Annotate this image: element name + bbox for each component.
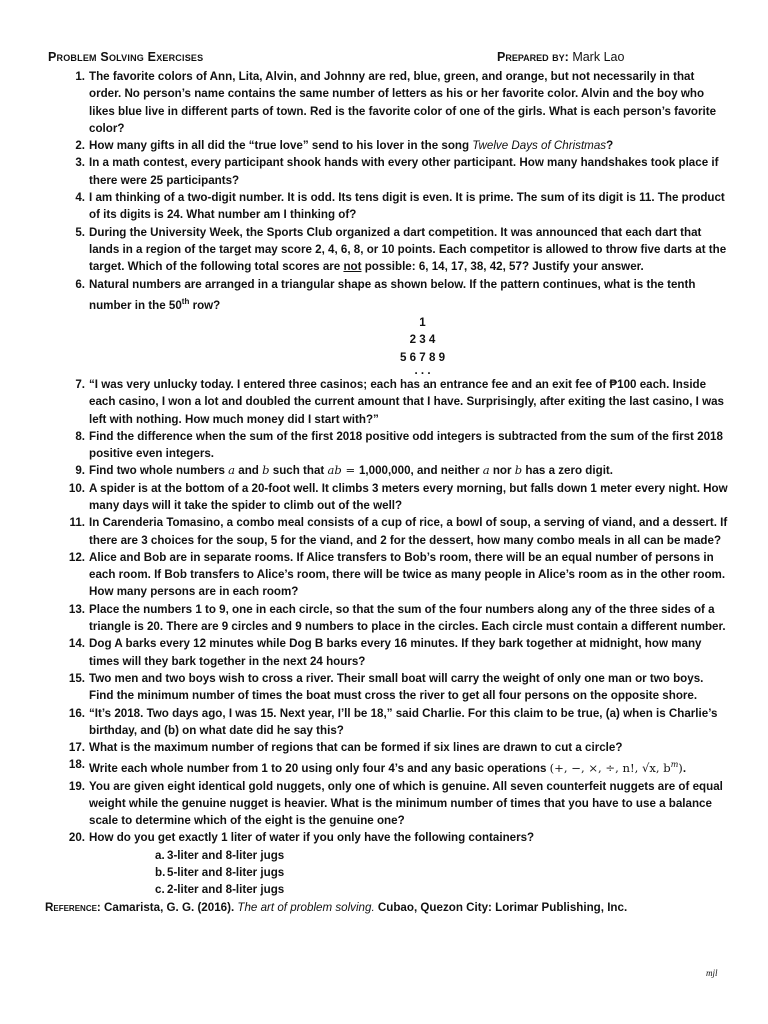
problem-number: 5.: [75, 225, 85, 239]
exponent-m: m: [670, 760, 679, 770]
container-options: [89, 847, 728, 899]
problem-item: [48, 756, 728, 777]
problem-number: 17.: [68, 741, 85, 755]
emphasis-not: not: [343, 260, 362, 274]
problem-item: [48, 68, 728, 137]
problem-number: 11.: [69, 516, 85, 530]
problem-item: [48, 829, 728, 898]
problem-number: 12.: [68, 550, 85, 564]
problem-item: [48, 549, 728, 601]
problem-item: [48, 276, 728, 314]
problem-item: [48, 601, 728, 636]
option-text: 5-liter and 8-liter jugs: [167, 866, 285, 880]
problem-item: [48, 376, 728, 428]
problem-item: [48, 189, 728, 224]
author-name: Mark Lao: [572, 50, 625, 64]
triangle-row: 5 6 7 8 9: [399, 350, 446, 364]
problem-item: [48, 705, 728, 740]
problem-list: [48, 68, 728, 314]
option-text: 2-liter and 8-liter jugs: [167, 883, 285, 897]
option-letter: a.: [155, 848, 165, 862]
problem-number: 8.: [75, 429, 85, 443]
problem-text-end: .: [682, 762, 687, 776]
variable-a: a: [482, 463, 490, 478]
problem-text: and: [235, 464, 263, 478]
equation-equals: =: [341, 463, 359, 478]
problem-number: 10.: [68, 481, 85, 495]
footer-initials: mjl: [706, 968, 718, 978]
operations-close: ): [678, 761, 683, 776]
problem-text: The favorite colors of Ann, Lita, Alvin, and Johnny are red, blue, green, and orange, but not necessarily in that order. No person’s name contains the same number of letters as his or her favorite color. Alvin and the boy who likes blue live in different parts of town. Red is the favorite color of one of the girls. What is each person’s favorite color?: [89, 70, 717, 135]
problem-item: [48, 514, 728, 549]
reference-publisher: Cubao, Quezon City: Lorimar Publishing, Inc.: [374, 900, 628, 914]
reference-label: Reference:: [45, 900, 101, 914]
problem-number: 4.: [75, 191, 85, 205]
problem-number: 18.: [68, 758, 85, 772]
problem-item: [48, 635, 728, 670]
problem-number: 6.: [75, 277, 85, 291]
problem-item: [48, 154, 728, 189]
problem-text: such that: [269, 464, 328, 478]
triangle-row: 1: [419, 316, 426, 330]
equation-rhs: 1,000,000: [358, 464, 411, 478]
triangle-row: 2 3 4: [409, 333, 436, 347]
problem-number: 16.: [68, 706, 85, 720]
option-text: 3-liter and 8-liter jugs: [167, 848, 285, 862]
problem-text: Alice and Bob are in separate rooms. If Alice transfers to Bob’s room, there will be an equal number of persons in each room. If Bob transfers to Alice’s room, there will be twice as many people in Alice’s room as in the other room. How many persons are in each room?: [89, 550, 726, 599]
problem-text: I am thinking of a two-digit number. It is odd. Its tens digit is even. It is prime. The sum of its digit is 11. The product of its digits is 24. What number am I thinking of?: [89, 191, 725, 222]
problem-item: [48, 778, 728, 830]
problem-item: [48, 428, 728, 463]
equation-lhs: ab: [327, 463, 342, 478]
problem-text: “I was very unlucky today. I entered three casinos; each has an entrance fee and an exit fee of ₱100 each. Inside each casino, I won a lot and doubled the current amount that I have. Surprisingly, after exiting the last casino, I was left with nothing. How much money did I start with?”: [89, 377, 724, 426]
problem-number: 3.: [75, 156, 85, 170]
problem-number: 7.: [75, 377, 85, 391]
problem-text: Two men and two boys wish to cross a river. Their small boat will carry the weight of only one man or two boys. Find the minimum number of times the boat must cross the river to get all four persons on the opposite shore.: [89, 671, 704, 703]
document-title: Problem Solving Exercises: [48, 50, 204, 64]
problem-text: How do you get exactly 1 liter of water if you only have the following containers?: [89, 831, 535, 845]
document-header: [48, 50, 728, 68]
problem-text: Find two whole numbers: [89, 464, 229, 478]
problem-text: nor: [489, 464, 515, 478]
problem-text: In a math contest, every participant shook hands with every other participant. How many handshakes took place if there were 25 participants?: [89, 156, 719, 187]
problem-number: 1.: [75, 70, 85, 83]
option-item: [89, 881, 728, 898]
reference-line: [45, 899, 728, 916]
problem-text: Find the difference when the sum of the first 2018 positive odd integers is subtracted from the sum of the first 2018 positive even integers.: [89, 429, 723, 461]
problem-text-end: possible: 6, 14, 17, 38, 42, 57? Justify your answer.: [361, 260, 644, 274]
problem-text: has a zero digit.: [522, 464, 613, 478]
problem-text: How many gifts in all did the “true love” send to his lover in the song: [89, 139, 473, 153]
option-letter: c.: [155, 883, 165, 897]
prepared-by-label: Prepared by:: [497, 50, 569, 64]
problem-item: [48, 670, 728, 705]
problem-item: [48, 739, 728, 756]
problem-item: [48, 462, 728, 479]
ordinal-suffix: th: [181, 296, 190, 306]
problem-number: 15.: [68, 671, 85, 685]
problem-text: , and neither: [410, 464, 483, 478]
problem-text: During the University Week, the Sports Club organized a dart competition. It was announced that each dart that lands in a region of the target may score 2, 4, 6, 8, or 10 points. Each competitor is allowed to throw five darts at the target. Which of the following total scores are: [89, 225, 727, 274]
triangle-ellipsis: . . .: [414, 363, 431, 377]
problem-text: Place the numbers 1 to 9, one in each circle, so that the sum of the four numbers along any of the three sides of a triangle is 20. There are 9 circles and 9 numbers to place in the circles. Each circle must contain a different number.: [89, 602, 726, 634]
option-item: [89, 864, 728, 881]
problem-list-continued: [48, 376, 728, 899]
problem-number: 13.: [68, 602, 85, 616]
variable-b: b: [514, 463, 523, 478]
problem-text: In Carenderia Tomasino, a combo meal consists of a cup of rice, a bowl of soup, a serving of viand, and a dessert. If there are 3 choices for the soup, 5 for the viand, and 2 for the dessert, how many combo meals in all can be made?: [89, 516, 728, 547]
problem-number: 19.: [68, 779, 85, 793]
problem-text: Dog A barks every 12 minutes while Dog B barks every 16 minutes. If they bark together at midnight, how many times will they bark together in the next 24 hours?: [89, 637, 702, 668]
problem-text: A spider is at the bottom of a 20-foot well. It climbs 3 meters every morning, but falls down 1 meter every night. How many days will it take the spider to climb out of the well?: [89, 481, 728, 512]
problem-text: What is the maximum number of regions that can be formed if six lines are drawn to cut a circle?: [89, 741, 623, 755]
variable-a: a: [228, 463, 236, 478]
song-title: Twelve Days of Christmas: [472, 139, 607, 153]
option-item: [89, 847, 728, 864]
problem-text: Write each whole number from 1 to 20 using only four 4’s and any basic operations: [89, 762, 550, 776]
problem-item: [48, 137, 728, 154]
reference-title: The art of problem solving.: [237, 900, 375, 914]
prepared-by: [497, 50, 624, 64]
problem-text-end: ?: [606, 139, 614, 153]
operations-list: (+, −, ×, ÷, n!, √x, b: [549, 761, 671, 776]
variable-b: b: [262, 463, 270, 478]
option-letter: b.: [155, 866, 166, 880]
problem-number: 9.: [75, 464, 85, 478]
number-triangle: [48, 314, 728, 376]
document-page: [45, 50, 728, 916]
problem-number: 20.: [68, 831, 85, 845]
problem-item: [48, 480, 728, 515]
problem-text-end: row?: [189, 298, 221, 312]
problem-number: 2.: [75, 139, 85, 153]
problem-number: 14.: [68, 637, 85, 651]
reference-authors: Camarista, G. G. (2016).: [100, 900, 238, 914]
problem-text: “It’s 2018. Two days ago, I was 15. Next year, I’ll be 18,” said Charlie. For this claim to be true, (a) when is Charlie’s birthday, and (b) on what date did he say this?: [89, 706, 718, 737]
problem-item: [48, 224, 728, 276]
problem-text: Natural numbers are arranged in a triangular shape as shown below. If the pattern continues, what is the tenth number in the 50: [89, 277, 696, 312]
problem-text: You are given eight identical gold nuggets, only one of which is genuine. All seven counterfeit nuggets are of equal weight while the genuine nugget is heavier. What is the minimum number of times that you have to use a balance scale to determine which of the eight is the genuine one?: [89, 779, 723, 828]
